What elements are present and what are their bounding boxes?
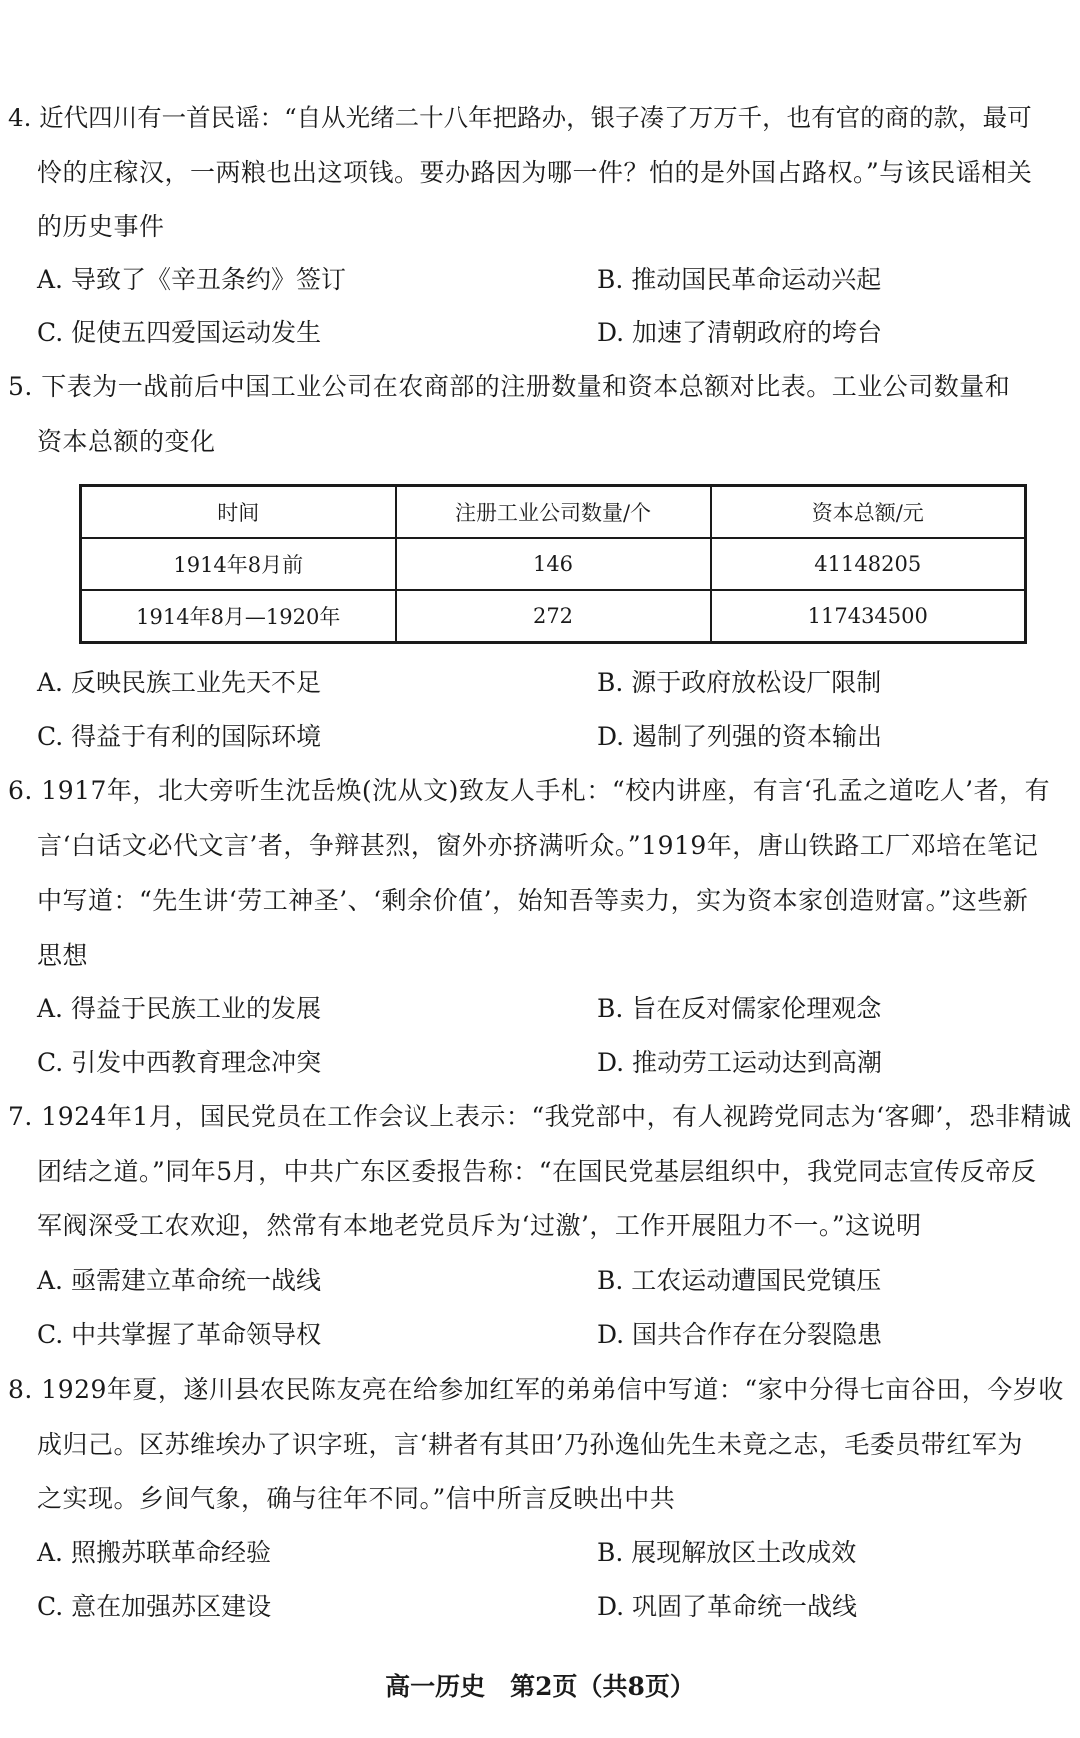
question-4-line-2: 怜的庄稼汉，一两粮也出这项钱。要办路因为哪一件？怕的是外国占路权。”与该民谣相关	[37, 158, 1033, 187]
question-6-option-a: A. 得益于民族工业的发展	[37, 994, 321, 1023]
question-6-option-b: B. 旨在反对儒家伦理观念	[597, 994, 882, 1023]
table-cell: 1914年8月前	[81, 538, 396, 590]
table-header-cell: 资本总额/元	[711, 486, 1026, 539]
question-4-line-3: 的历史事件	[37, 212, 165, 241]
question-6-line-4: 思想	[37, 941, 89, 970]
table-cell: 117434500	[711, 590, 1026, 643]
question-6-line-2: 言‘白话文必代文言’者，争辩甚烈，窗外亦挤满听众。”1919年，唐山铁路工厂邓培在笔记	[37, 831, 1039, 860]
question-5-option-a: A. 反映民族工业先天不足	[37, 668, 321, 697]
question-6-line-1: 6. 1917年，北大旁听生沈岳焕(沈从文)致友人手札：“校内讲座，有言‘孔孟之道吃人’者，有	[8, 776, 1051, 805]
question-4-line-1: 4. 近代四川有一首民谣：“自从光绪二十八年把路办，银子凑了万万千，也有官的商的款，最可	[8, 103, 1032, 132]
question-8-line-2: 成归己。区苏维埃办了识字班，言‘耕者有其田’乃孙逸仙先生未竟之志，毛委员带红军为	[37, 1430, 1023, 1459]
table-cell: 1914年8月—1920年	[81, 590, 396, 643]
table-header-row	[81, 486, 1026, 539]
question-8-line-1: 8. 1929年夏，遂川县农民陈友亮在给参加红军的弟弟信中写道：“家中分得七亩谷田，今岁收	[8, 1375, 1064, 1404]
question-7-option-c: C. 中共掌握了革命领导权	[37, 1320, 322, 1349]
table-header-cell: 时间	[81, 486, 396, 539]
table-cell: 41148205	[711, 538, 1026, 590]
question-5-line-2: 资本总额的变化	[37, 427, 216, 456]
question-7-option-a: A. 亟需建立革命统一战线	[37, 1266, 321, 1295]
question-4-option-b: B. 推动国民革命运动兴起	[597, 265, 882, 294]
question-6-line-3: 中写道：“先生讲‘劳工神圣’、‘剩余价值’，始知吾等卖力，实为资本家创造财富。”这些新	[37, 886, 1029, 915]
page-footer: 高一历史 第2页（共8页）	[385, 1672, 695, 1701]
question-8-line-3: 之实现。乡间气象，确与往年不同。”信中所言反映出中共	[37, 1484, 676, 1513]
question-4-option-c: C. 促使五四爱国运动发生	[37, 318, 322, 347]
question-5-line-1: 5. 下表为一战前后中国工业公司在农商部的注册数量和资本总额对比表。工业公司数量和	[8, 372, 1011, 401]
question-4-option-d: D. 加速了清朝政府的垮台	[597, 318, 883, 347]
question-7-line-3: 军阀深受工农欢迎，然常有本地老党员斥为‘过激’，工作开展阻力不一。”这说明	[37, 1211, 922, 1240]
question-5-option-c: C. 得益于有利的国际环境	[37, 722, 322, 751]
question-7-line-2: 团结之道。”同年5月，中共广东区委报告称：“在国民党基层组织中，我党同志宣传反帝反	[37, 1157, 1037, 1186]
question-5-option-d: D. 遏制了列强的资本输出	[597, 722, 883, 751]
table-header-cell: 注册工业公司数量/个	[396, 486, 711, 539]
question-4-option-a: A. 导致了《辛丑条约》签订	[37, 265, 346, 294]
question-7-option-b: B. 工农运动遭国民党镇压	[597, 1266, 882, 1295]
question-8-option-d: D. 巩固了革命统一战线	[597, 1592, 858, 1621]
question-8-option-a: A. 照搬苏联革命经验	[37, 1538, 271, 1567]
table-cell: 146	[396, 538, 711, 590]
table-row	[81, 538, 1026, 590]
question-5-option-b: B. 源于政府放松设厂限制	[597, 668, 882, 697]
question-7-option-d: D. 国共合作存在分裂隐患	[597, 1320, 883, 1349]
table-cell: 272	[396, 590, 711, 643]
company-data-table	[79, 484, 1027, 644]
question-8-option-b: B. 展现解放区土改成效	[597, 1538, 857, 1567]
question-7-line-1: 7. 1924年1月，国民党员在工作会议上表示：“我党部中，有人视跨党同志为‘客卿’，恐非精诚	[8, 1102, 1072, 1131]
question-8-option-c: C. 意在加强苏区建设	[37, 1592, 272, 1621]
question-6-option-d: D. 推动劳工运动达到高潮	[597, 1048, 883, 1077]
table-row	[81, 590, 1026, 643]
question-6-option-c: C. 引发中西教育理念冲突	[37, 1048, 322, 1077]
